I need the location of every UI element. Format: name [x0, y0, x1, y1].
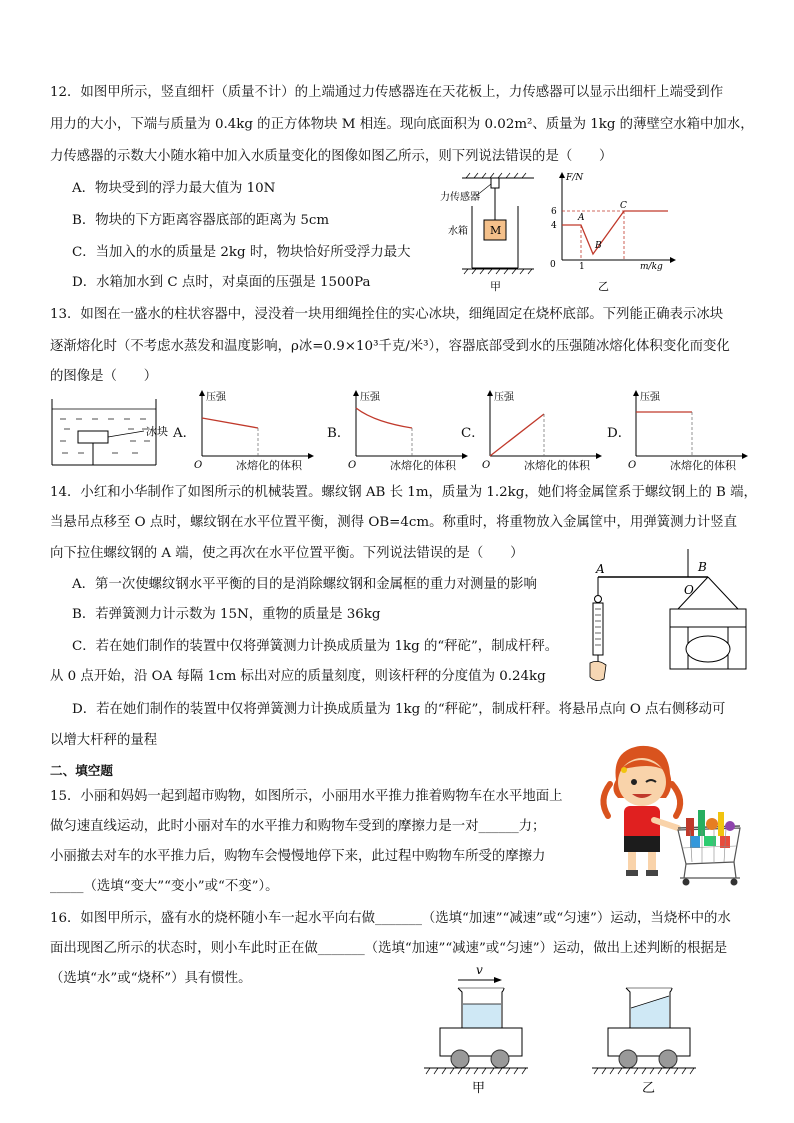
- q13-ice-label: 冰块: [146, 425, 168, 438]
- q12-caption-yi: 乙: [598, 280, 609, 293]
- q16-line3: （选填“水”或“烧杯”）具有惯性。: [50, 971, 252, 986]
- q16-line1: 16．如图甲所示，盛有水的烧杯随小车一起水平向右做_______（选填“加速”“减速”或“匀速”）运动，当烧杯中的水: [50, 911, 731, 926]
- q12-stem-line3: 力传感器的示数大小随水箱中加入水质量变化的图像如图乙所示，则下列说法错误的是（ ）: [50, 149, 613, 164]
- q12-option-a: A．物块受到的浮力最大值为 10N: [72, 181, 276, 196]
- q12-option-b: B．物块的下方距离容器底部的距离为 5cm: [72, 213, 330, 228]
- q12-yi-point-c: C: [620, 201, 627, 211]
- q12-tank-label: 水箱: [448, 226, 468, 237]
- q12-caption-jia: 甲: [490, 280, 501, 292]
- q14-stem-line3: 向下拉住螺纹钢的 A 端，使之再次在水平位置平衡。下列说法错误的是（ ）: [50, 546, 524, 561]
- q13-d-origin: O: [628, 460, 637, 471]
- q16-caption-yi: 乙: [642, 1081, 656, 1096]
- q12-block-label: M: [490, 224, 502, 237]
- section-heading-fill-blank: 二、填空题: [50, 763, 113, 778]
- q12-yi-point-a: A: [578, 213, 585, 223]
- q14-option-d-line1: D．若在她们制作的装置中仅将弹簧测力计换成质量为 1kg 的“秤砣”，制成杆秤。将悬吊点向 O 点右侧移动可: [72, 702, 726, 717]
- q12-figure-jia: [438, 172, 548, 292]
- q15-line1: 15．小丽和妈妈一起到超市购物，如图所示，小丽用水平推力推着购物车在水平地面上: [50, 789, 563, 804]
- q15-line4: _____（选填“变大”“变小”或“不变”）。: [50, 879, 279, 894]
- q16-velocity-label: v: [476, 963, 483, 977]
- q13-b-ylabel: 压强: [360, 392, 380, 403]
- q15-girl-shopping-cart-illustration: [594, 740, 744, 890]
- q14-lever-figure: [580, 547, 755, 687]
- q12-yi-origin: 0: [550, 260, 556, 270]
- q13-a-ylabel: 压强: [206, 392, 226, 403]
- q13-option-b-letter: B．: [327, 426, 351, 441]
- q12-yi-tick6: 6: [551, 207, 557, 217]
- q12-yi-tick1: 1: [579, 262, 585, 272]
- q13-c-origin: O: [482, 460, 491, 471]
- q12-stem-line1: 12．如图甲所示，竖直细杆（质量不计）的上端通过力传感器连在天花板上，力传感器可以显示出细杆上端受到作: [50, 85, 724, 100]
- q13-d-ylabel: 压强: [640, 392, 660, 403]
- q12-yi-point-b: B: [595, 241, 602, 251]
- q12-sensor-label: 力传感器: [440, 192, 480, 203]
- q14-label-b: B: [698, 560, 707, 574]
- q13-b-xlabel: 冰熔化的体积: [390, 459, 456, 472]
- q14-option-b: B．若弹簧测力计示数为 15N，重物的质量是 36kg: [72, 607, 381, 622]
- q15-line2: 做匀速直线运动，此时小丽对车的水平推力和购物车受到的摩擦力是一对______力；: [50, 819, 546, 834]
- q14-option-c-line1: C．若在她们制作的装置中仅将弹簧测力计换成质量为 1kg 的“秤砣”，制成杆秤。: [72, 639, 559, 654]
- q13-stem-line3: 的图像是（ ）: [50, 369, 158, 384]
- q12-yi-tick4: 4: [551, 221, 557, 231]
- q14-option-a: A．第一次使螺纹钢水平平衡的目的是消除螺纹钢和金属框的重力对测量的影响: [72, 577, 537, 592]
- q12-stem-line2: 用力的大小，下端与质量为 0.4kg 的正方体物块 M 相连。现向底面积为 0.02m²、质量为 1kg 的薄壁空水箱中加水，: [50, 117, 754, 132]
- q16-line2: 面出现图乙所示的状态时，则小车此时正在做_______（选填“加速”“减速”或“匀速”）运动，做出上述判断的根据是: [50, 941, 728, 956]
- q13-option-c-letter: C．: [461, 426, 485, 441]
- q12-yi-xlabel: m/kg: [640, 262, 663, 272]
- q14-label-a: A: [596, 562, 605, 576]
- q13-option-d-letter: D．: [607, 426, 632, 441]
- q16-caption-jia: 甲: [472, 1081, 486, 1096]
- q13-a-xlabel: 冰熔化的体积: [236, 459, 302, 472]
- q14-option-d-line2: 以增大杆秤的量程: [50, 733, 158, 748]
- q14-stem-line1: 14．小红和小华制作了如图所示的机械装置。螺纹钢 AB 长 1m，质量为 1.2kg，她们将金属筐系于螺纹钢上的 B 端，: [50, 485, 757, 500]
- q12-yi-ylabel: F/N: [566, 173, 584, 183]
- q13-d-xlabel: 冰熔化的体积: [670, 459, 736, 472]
- q13-a-origin: O: [194, 460, 203, 471]
- q13-c-ylabel: 压强: [494, 392, 514, 403]
- q14-label-o: O: [684, 583, 694, 597]
- q13-option-a-letter: A．: [173, 426, 197, 441]
- q12-option-d: D．水箱加水到 C 点时，对桌面的压强是 1500Pa: [72, 275, 371, 290]
- q13-b-origin: O: [348, 460, 357, 471]
- q14-option-c-line2: 从 0 点开始，沿 OA 每隔 1cm 标出对应的质量刻度，则该杆秤的分度值为 0.24kg: [50, 669, 546, 684]
- q14-stem-line2: 当悬吊点移至 O 点时，螺纹钢在水平位置平衡，测得 OB=4cm。称重时，将重物放入金属筐中，用弹簧测力计竖直: [50, 515, 738, 530]
- q13-c-xlabel: 冰熔化的体积: [524, 459, 590, 472]
- q13-stem-line1: 13．如图在一盛水的柱状容器中，浸没着一块用细绳拴住的实心冰块，细绳固定在烧杯底部。下列能正确表示冰块: [50, 307, 724, 322]
- q12-figure-yi: [548, 170, 678, 295]
- q16-figure-yi: [588, 960, 698, 1100]
- q15-line3: 小丽撤去对车的水平推力后，购物车会慢慢地停下来，此过程中购物车所受的摩擦力: [50, 849, 546, 864]
- q12-option-c: C．当加入的水的质量是 2kg 时，物块恰好所受浮力最大: [72, 245, 411, 260]
- q16-figure-jia: [420, 960, 530, 1100]
- q13-stem-line2: 逐渐熔化时（不考虑水蒸发和温度影响，ρ冰=0.9×10³千克/米³），容器底部受到水的压强随冰熔化体积变化而变化: [50, 339, 730, 354]
